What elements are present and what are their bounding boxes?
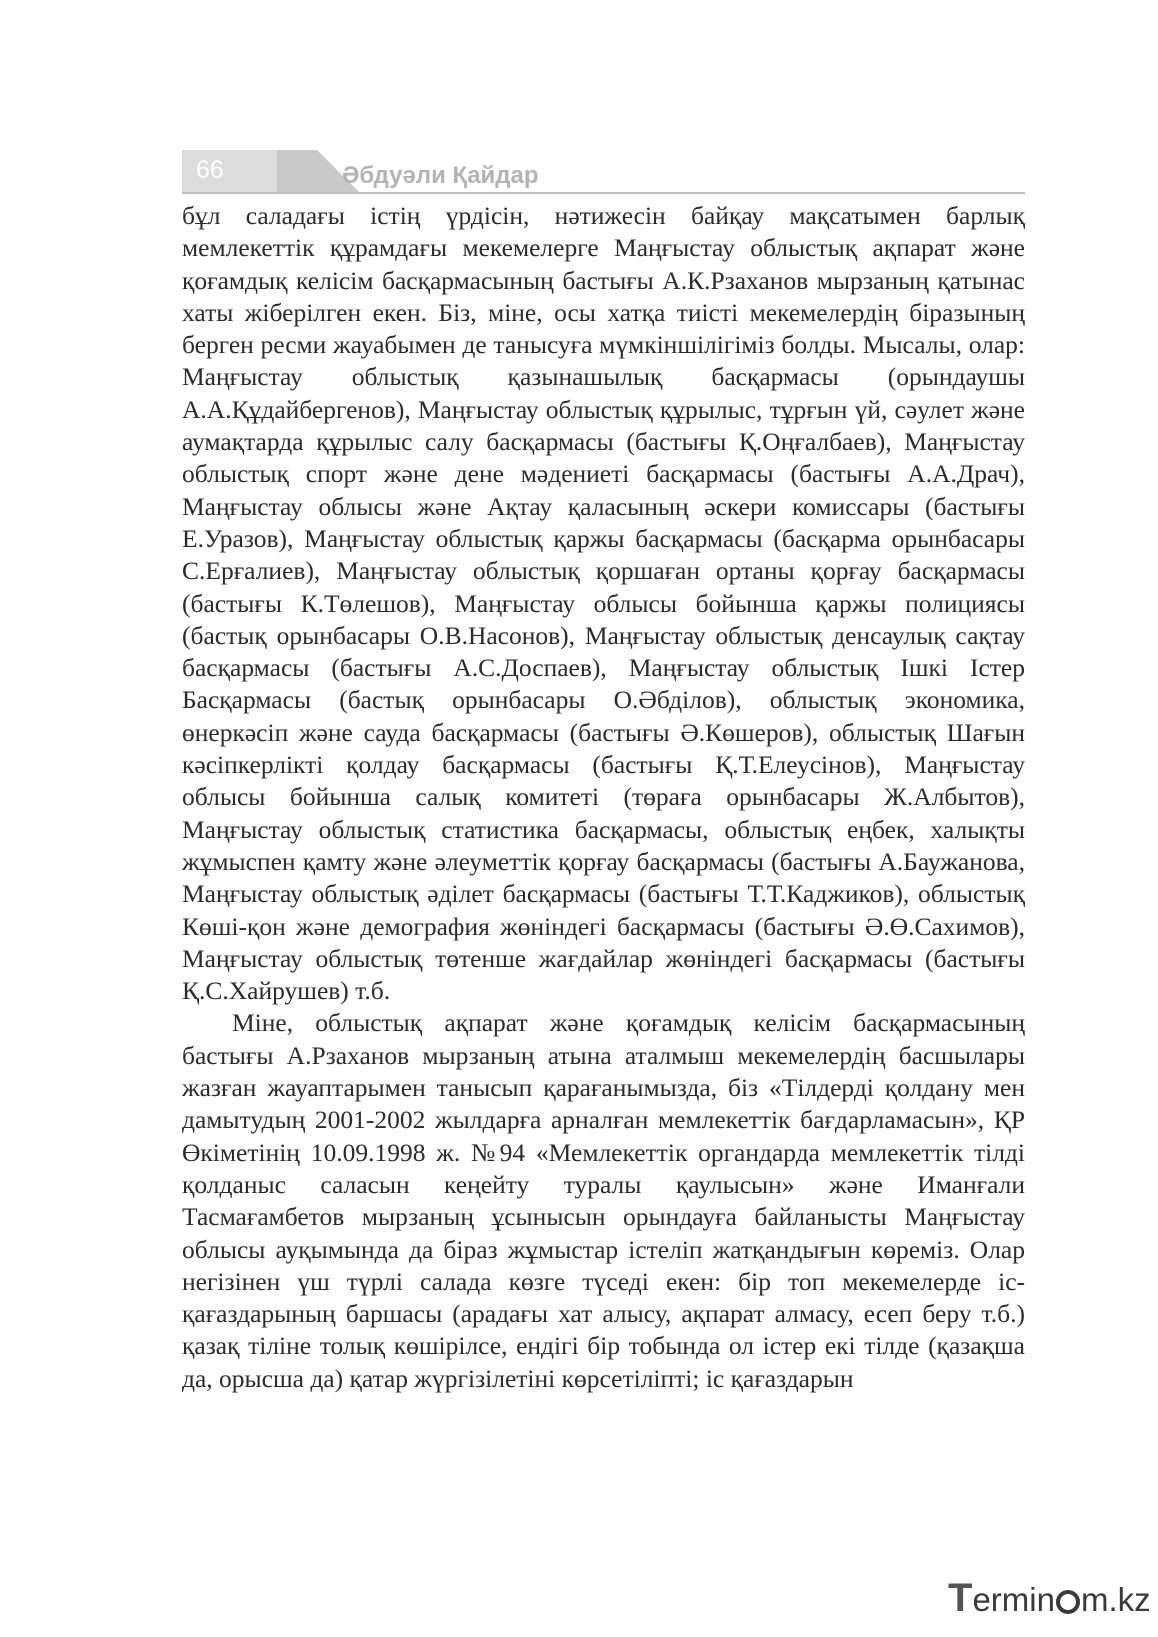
page-header	[182, 150, 1025, 195]
paragraph: Міне, облыстық ақпарат және қоғамдық келісім басқармасының бастығы А.Рзаханов мырзаның атына аталмыш мекемелердің басшылары жазған жауаптарымен танысып қарағанымызда, біз «Тілдерді қолдану мен дамытудың 2001-2002 жылдарға арналған мемлекеттік бағдарламасын», ҚР Өкіметінің 10.09.1998 ж. №94 «Мемлекеттік органдарда мемлекеттік тілді қолданыс саласын кеңейту туралы қаулысын» және Иманғали Тасмағамбетов мырзаның ұсынысын орындауға байланысты Маңғыстау облысы ауқымында да біраз жұмыстар істеліп жатқандығын көреміз. Олар негізінен үш түрлі салада көзге түседі екен: бір топ мекемелерде іс-қағаздарының баршасы (арадағы хат алысу, ақпарат алмасу, есеп беру т.б.) қазақ тіліне толық көшірілсе, ендігі бір тобында ол істер екі тілде (қазақша да, орысша да) қатар жүргізілетіні көрсетіліпті; іс қағаздарын	[182, 1008, 1025, 1393]
paragraph: бұл саладағы істің үрдісін, нәтижесін байқау мақсатымен барлық мемлекеттік құрамдағы мекемелерге Маңғыстау облыстық ақпарат және қоғамдық келісім басқармасының бастығы А.К.Рзаханов мырзаның қатынас хаты жіберілген екен. Біз, міне, осы хатқа тиісті мекемелердің біразының берген ресми жауабымен де танысуға мүмкіншілігіміз болды. Мысалы, олар: Маңғыстау облыстық қазынашылық басқармасы (орындаушы А.А.Құдайбергенов), Маңғыстау облыстық құрылыс, тұрғын үй, сәулет және аумақтарда құрылыс салу басқармасы (бастығы Қ.Оңғалбаев), Маңғыстау облыстық спорт және дене мәдениеті басқармасы (бастығы А.А.Драч), Маңғыстау облысы және Ақтау қаласының әскери комиссары (бастығы Е.Уразов), Маңғыстау облыстық қаржы басқармасы (басқарма орынбасары С.Ерғалиев), Маңғыстау облыстық қоршаған ортаны қорғау басқармасы (бастығы К.Төлешов), Маңғыстау облысы бойынша қаржы полициясы (бастық орынбасары О.В.Насонов), Маңғыстау облыстық денсаулық сақтау басқармасы (бастығы А.С.Доспаев), Маңғыстау облыстық Ішкі Істер Басқармасы (бастық орынбасары О.Әбділов), облыстық экономика, өнеркәсіп және сауда басқармасы (бастығы Ә.Көшеров), облыстық Шағын кәсіпкерлікті қолдау басқармасы (бастығы Қ.Т.Елеусінов), Маңғыстау облысы бойынша салық комитеті (төраға орынбасары Ж.Албытов), Маңғыстау облыстық статистика басқармасы, облыстық еңбек, халықты жұмыспен қамту және әлеуметтік қорғау басқармасы (бастығы А.Баужанова, Маңғыстау облыстық әділет басқармасы (бастығы Т.Т.Каджиков), облыстық Көші-қон және демография жөніндегі басқармасы (бастығы Ә.Ө.Сахимов), Маңғыстау облыстық төтенше жағдайлар жөніндегі басқармасы (бастығы Қ.С.Хайрушев) т.б.	[182, 201, 1025, 1006]
header-rule	[182, 192, 1025, 194]
page-number: 66	[182, 150, 277, 192]
body-text	[182, 200, 1025, 1395]
watermark-ring-icon	[1056, 1590, 1080, 1614]
site-watermark-logo: Termin m.kz	[948, 1576, 1151, 1620]
running-header-author: Әбдуәли Қайдар	[342, 162, 539, 189]
